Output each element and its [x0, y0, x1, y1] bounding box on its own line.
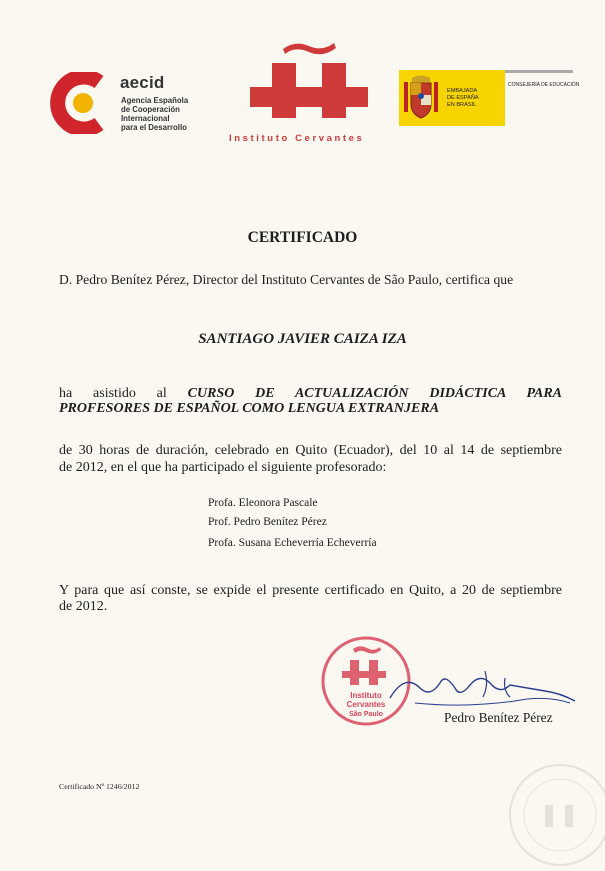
- teacher-item: Profa. Susana Echeverría Echeverría: [208, 537, 377, 549]
- closing-line-2: de 2012.: [59, 599, 108, 614]
- aecid-subtitle-line: de Cooperación: [121, 105, 180, 114]
- instituto-cervantes-logo-symbol: [250, 40, 368, 118]
- aecid-logo-subtitle: [121, 96, 201, 132]
- aecid-subtitle-line: Internacional: [121, 114, 170, 123]
- teacher-item: Profa. Eleonora Pascale: [208, 497, 318, 509]
- handwritten-signature: [385, 663, 585, 713]
- duration-line-2: de 2012, en el que ha participado el siguiente profesorado:: [59, 460, 387, 475]
- consejeria-label: CONSEJERÍA DE EDUCACIÓN: [508, 82, 580, 88]
- embajada-text-line: DE ESPAÑA: [447, 95, 479, 102]
- stamp-text-line: Instituto: [350, 691, 382, 700]
- attendance-prefix: ha asistido al: [59, 386, 167, 401]
- teacher-item: Prof. Pedro Benítez Pérez: [208, 516, 327, 528]
- embajada-logo-rule: [505, 70, 573, 73]
- attendance-line: [59, 386, 562, 402]
- aecid-logo-symbol: [47, 72, 115, 134]
- embajada-logo-text: [447, 88, 479, 110]
- closing-line-1: Y para que así conste, se expide el presente certificado en Quito, a 20 de septiembre: [59, 583, 562, 598]
- spain-coat-of-arms-icon: [403, 74, 439, 122]
- certificate-title: CERTIFICADO: [247, 229, 358, 246]
- aecid-subtitle-line: Agencia Española: [121, 96, 189, 105]
- student-name: SANTIAGO JAVIER CAIZA IZA: [198, 331, 407, 347]
- stamp-text-line: Cervantes: [346, 700, 386, 709]
- duration-line-1: de 30 horas de duración, celebrado en Quito (Ecuador), del 10 al 14 de septiembre: [59, 443, 562, 458]
- certificate-number: Certificado Nº 1246/2012: [59, 782, 140, 791]
- embajada-text-line: EN BRASIL: [447, 102, 477, 109]
- certificate-intro: D. Pedro Benítez Pérez, Director del Instituto Cervantes de São Paulo, certifica que: [59, 272, 514, 287]
- aecid-subtitle-line: para el Desarrollo: [121, 123, 187, 132]
- course-name-line-1: CURSO DE ACTUALIZACIÓN DIDÁCTICA PARA: [187, 386, 562, 401]
- course-name-line-2: PROFESORES DE ESPAÑOL COMO LENGUA EXTRANJERA: [59, 401, 440, 416]
- signer-name: Pedro Benítez Pérez: [444, 710, 553, 725]
- stamp-text-line: São Paulo: [349, 711, 383, 718]
- instituto-cervantes-logo-name: Instituto Cervantes: [229, 133, 365, 144]
- embajada-text-line: EMBAJADA: [447, 88, 478, 94]
- embossed-seal-watermark: [505, 760, 605, 870]
- aecid-logo-name: aecid: [120, 73, 165, 92]
